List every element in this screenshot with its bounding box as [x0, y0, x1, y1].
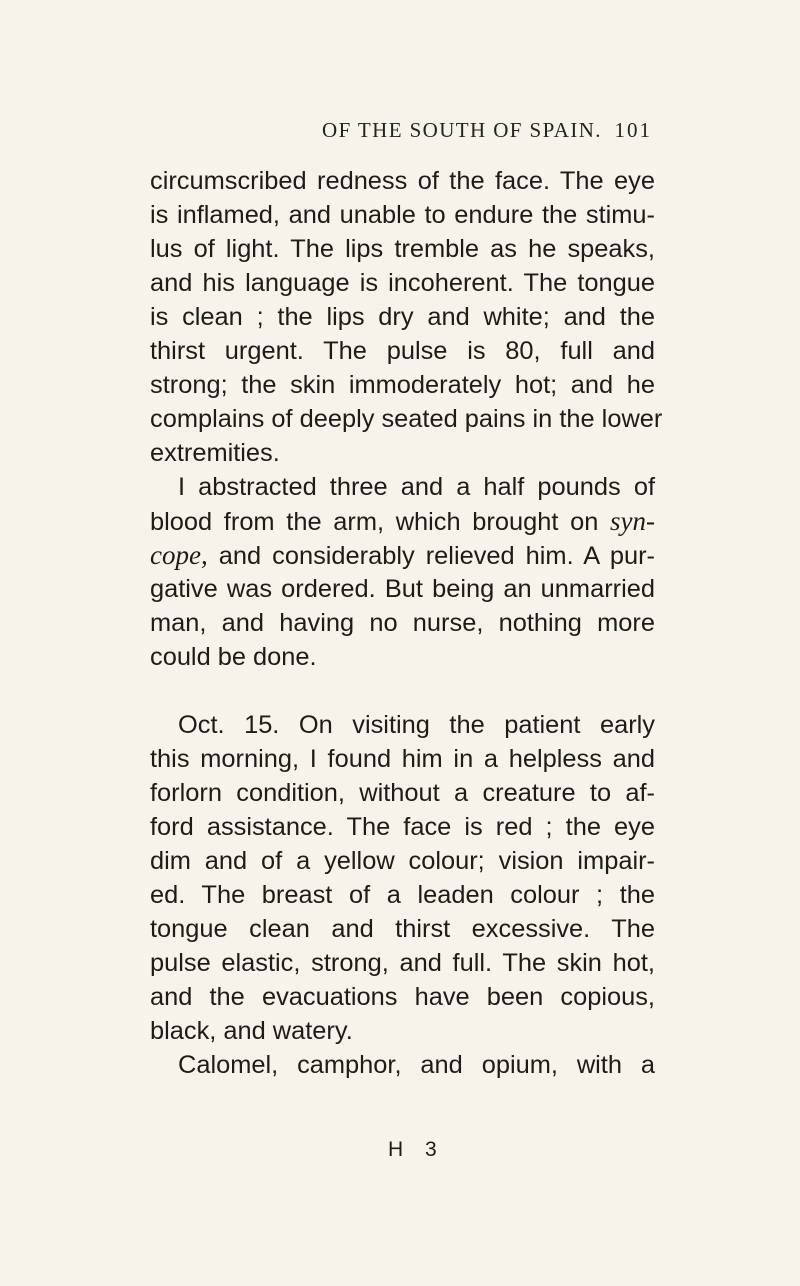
text-line: strong; the skin immoderately hot; and he [150, 371, 655, 399]
text-line: man, and having no nurse, nothing more [150, 609, 655, 637]
text-segment: blood from the arm, which brought on [150, 508, 611, 536]
text-line: lus of light. The lips tremble as he speaks, [150, 235, 655, 263]
text-line: and his language is incoherent. The tongue [150, 269, 655, 297]
text-line: is clean ; the lips dry and white; and the [150, 303, 655, 331]
text-line: tongue clean and thirst excessive. The [150, 915, 655, 943]
running-head [322, 118, 652, 146]
text-line: ed. The breast of a leaden colour ; the [150, 881, 655, 909]
text-line: is inflamed, and unable to endure the stimu- [150, 201, 655, 229]
running-title: OF THE SOUTH OF SPAIN. [322, 118, 602, 142]
page-number: 101 [614, 118, 652, 142]
text-line: I abstracted three and a half pounds of [178, 473, 655, 501]
paragraph [150, 164, 663, 470]
text-line: this morning, I found him in a helpless and [150, 745, 655, 773]
text-line: gative was ordered. But being an unmarried [150, 575, 655, 603]
text-line [150, 538, 655, 572]
text-line: pulse elastic, strong, and full. The skin hot, [150, 949, 655, 977]
paragraph [150, 708, 655, 1048]
text-line: black, and watery. [150, 1017, 353, 1045]
text-line [150, 504, 655, 538]
text-line: circumscribed redness of the face. The eye [150, 167, 655, 195]
text-line: complains of deeply seated pains in the lower [150, 405, 663, 433]
paragraph [150, 470, 655, 674]
text-line: and the evacuations have been copious, [150, 983, 655, 1011]
text-line: extremities. [150, 439, 280, 467]
paragraph-gap [150, 674, 655, 708]
text-line: Calomel, camphor, and opium, with a [178, 1051, 655, 1079]
italic-word: cope, [150, 540, 208, 570]
text-line: forlorn condition, without a creature to af- [150, 779, 655, 807]
text-line: thirst urgent. The pulse is 80, full and [150, 337, 655, 365]
body-text [150, 164, 663, 1082]
text-segment: and considerably relieved him. A pur- [207, 542, 655, 570]
text-line: Oct. 15. On visiting the patient early [178, 711, 655, 739]
signature-mark: H 3 [388, 1138, 445, 1161]
text-line: could be done. [150, 643, 317, 671]
paragraph [150, 1048, 655, 1082]
text-line: ford assistance. The face is red ; the eye [150, 813, 655, 841]
text-line: dim and of a yellow colour; vision impair- [150, 847, 655, 875]
italic-word: syn- [610, 506, 655, 536]
